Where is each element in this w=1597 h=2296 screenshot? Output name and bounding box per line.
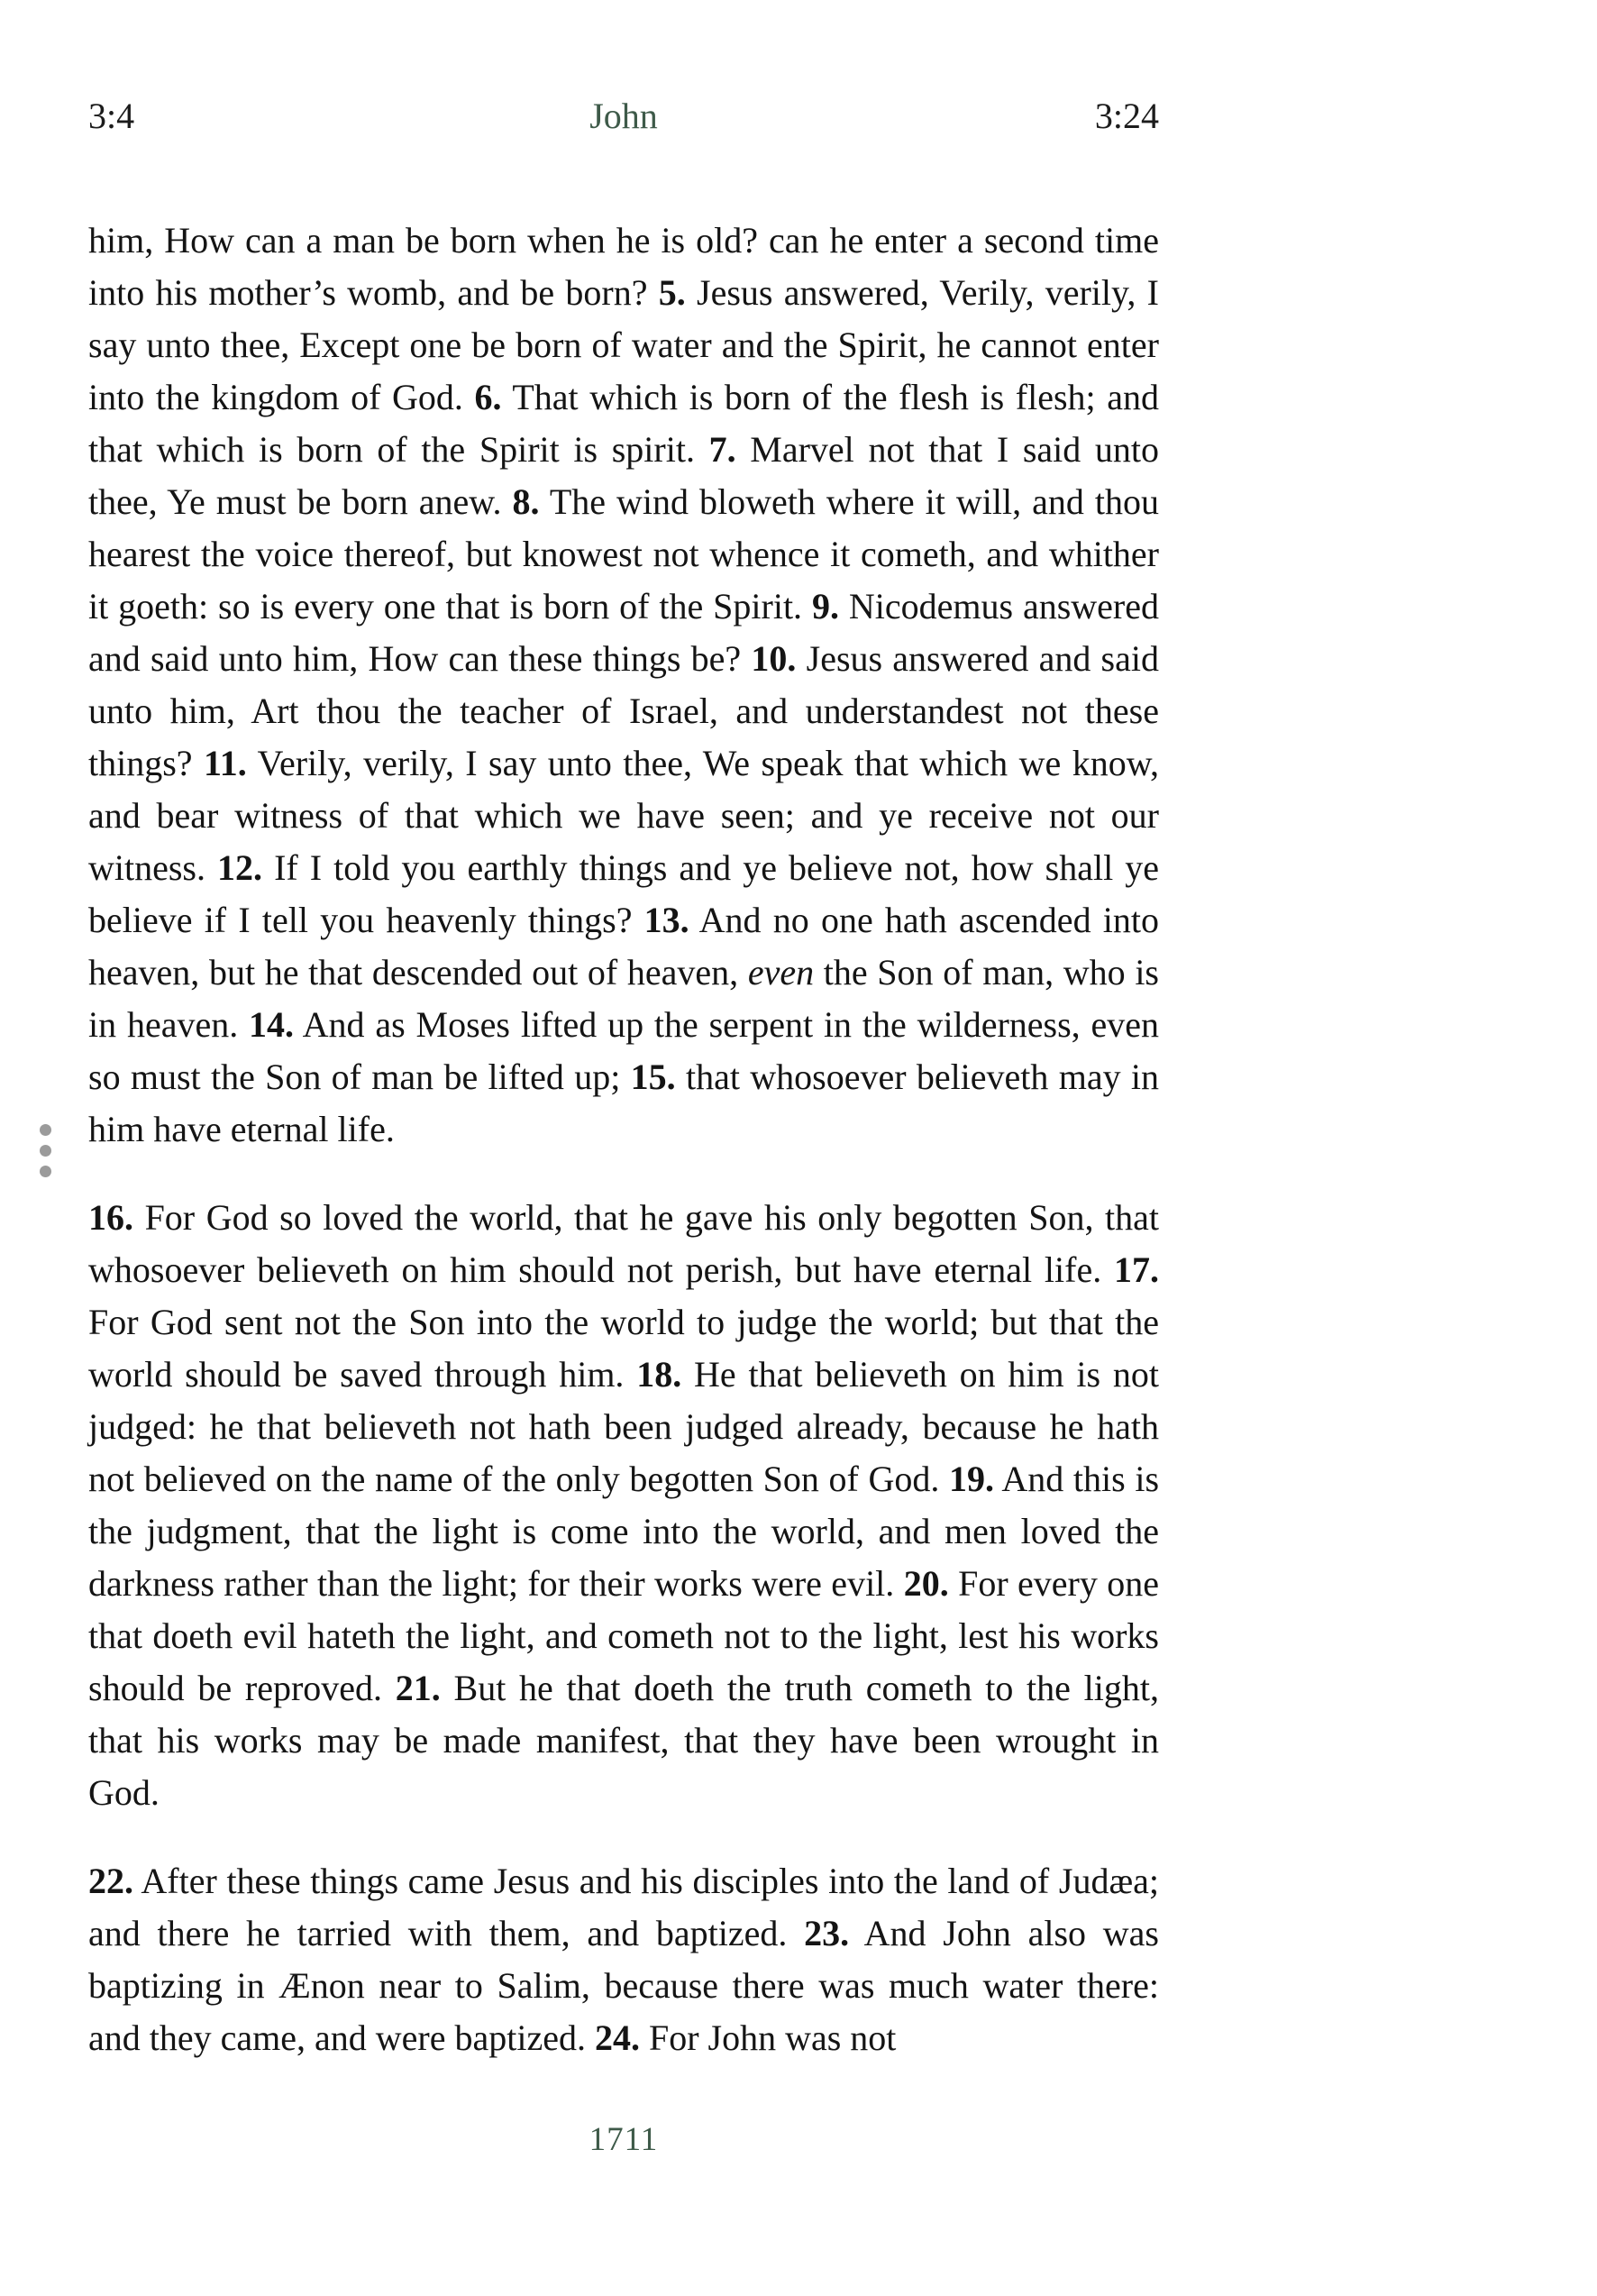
verse-number: 23. xyxy=(804,1913,850,1953)
verse-number: 14. xyxy=(249,1004,295,1045)
vertical-ellipsis-icon xyxy=(40,1124,51,1136)
text-run: Marvel not that I said unto thee, Ye must be born anew. xyxy=(88,429,1160,522)
verse-number: 8. xyxy=(512,481,540,522)
text-run: For God so loved the world, that he gave his only begotten Son, that whosoever believeth on him should not perish, but have eternal life. xyxy=(88,1197,1159,1290)
verse-number: 15. xyxy=(630,1057,676,1097)
verse-number: 20. xyxy=(903,1563,949,1604)
book-title: John xyxy=(589,96,658,136)
verse-number: 13. xyxy=(643,900,689,940)
verse-number: 22. xyxy=(88,1861,133,1901)
text-run: even xyxy=(747,952,815,992)
verse-number: 17. xyxy=(1114,1249,1159,1290)
text-run: But he that doeth the truth cometh to the light, that his works may be made manifest, that they have been wrought in God. xyxy=(88,1668,1159,1813)
verse-number: 10. xyxy=(751,638,797,679)
text-run: For every one that doeth evil hateth the light, and cometh not to the light, lest his works should be reproved. xyxy=(88,1563,1159,1708)
scripture-paragraph xyxy=(88,215,1159,1156)
scripture-paragraph xyxy=(88,1855,1159,2064)
text-run: Verily, verily, I say unto thee, We speak that which we know, and bear witness of that which we have seen; and ye receive not our witness. xyxy=(88,743,1159,888)
text-run: Jesus answered, Verily, verily, I say unto thee, Except one be born of water and the Spirit, he cannot enter into the kingdom of God. xyxy=(88,272,1159,417)
verse-number: 16. xyxy=(88,1197,133,1238)
more-options-menu[interactable] xyxy=(38,1122,53,1179)
verse-number: 12. xyxy=(217,847,263,888)
scripture-text xyxy=(88,215,1159,2064)
verse-number: 24. xyxy=(594,2017,640,2058)
text-run: And John also was baptizing in Ænon near to Salim, because there was much water there: and they came, and were baptized. xyxy=(88,1913,1159,2058)
verse-number: 7. xyxy=(708,429,736,470)
text-run: And no one hath ascended into heaven, but he that descended out of heaven, xyxy=(88,900,1159,992)
page-number: 1711 xyxy=(589,2121,659,2158)
text-run: And this is the judgment, that the light is come into the world, and men loved the darkness rather than the light; for their works were evil. xyxy=(88,1459,1160,1604)
text-run: The wind bloweth where it will, and thou hearest the voice thereof, but knowest not whence it cometh, and whither it goeth: so is every one that is born of the Spirit. xyxy=(88,481,1160,627)
scripture-paragraph xyxy=(88,1192,1159,1819)
text-run: And as Moses lifted up the serpent in the wilderness, even so must the Son of man be lifted up; xyxy=(88,1004,1160,1097)
page-header xyxy=(88,94,1159,139)
vertical-ellipsis-icon xyxy=(40,1145,51,1157)
text-run: He that believeth on him is not judged: he that believeth not hath been judged already, because he hath not believed on the name of the only begotten Son of God. xyxy=(88,1354,1159,1499)
text-run: After these things came Jesus and his disciples into the land of Judæa; and there he tarried with them, and baptized. xyxy=(88,1861,1159,1953)
text-run: him, How can a man be born when he is old? can he enter a second time into his mother’s womb, and be born? xyxy=(88,220,1159,313)
vertical-ellipsis-icon xyxy=(40,1166,51,1177)
chapter-verse-start: 3:4 xyxy=(88,96,135,136)
text-run: For John was not xyxy=(639,2017,897,2058)
text-run: the Son of man, who is in heaven. xyxy=(88,952,1160,1045)
text-run: Nicodemus answered and said unto him, How can these things be? xyxy=(88,586,1159,679)
verse-number: 6. xyxy=(474,377,502,417)
chapter-verse-end: 3:24 xyxy=(1094,96,1159,136)
verse-number: 21. xyxy=(395,1668,441,1708)
verse-number: 9. xyxy=(811,586,839,627)
text-run: Jesus answered and said unto him, Art thou the teacher of Israel, and understandest not these things? xyxy=(88,638,1159,783)
content-column xyxy=(88,0,1159,2159)
verse-number: 19. xyxy=(949,1459,994,1499)
text-run: That which is born of the flesh is flesh; and that which is born of the Spirit is spirit. xyxy=(88,377,1160,470)
verse-number: 11. xyxy=(204,743,247,783)
verse-number: 5. xyxy=(658,272,686,313)
text-run: that whosoever believeth may in him have eternal life. xyxy=(88,1057,1160,1149)
text-run: For God sent not the Son into the world to judge the world; but that the world should be saved through him. xyxy=(88,1302,1159,1395)
text-run: If I told you earthly things and ye believe not, how shall ye believe if I tell you heavenly things? xyxy=(88,847,1159,940)
verse-number: 18. xyxy=(636,1354,682,1395)
